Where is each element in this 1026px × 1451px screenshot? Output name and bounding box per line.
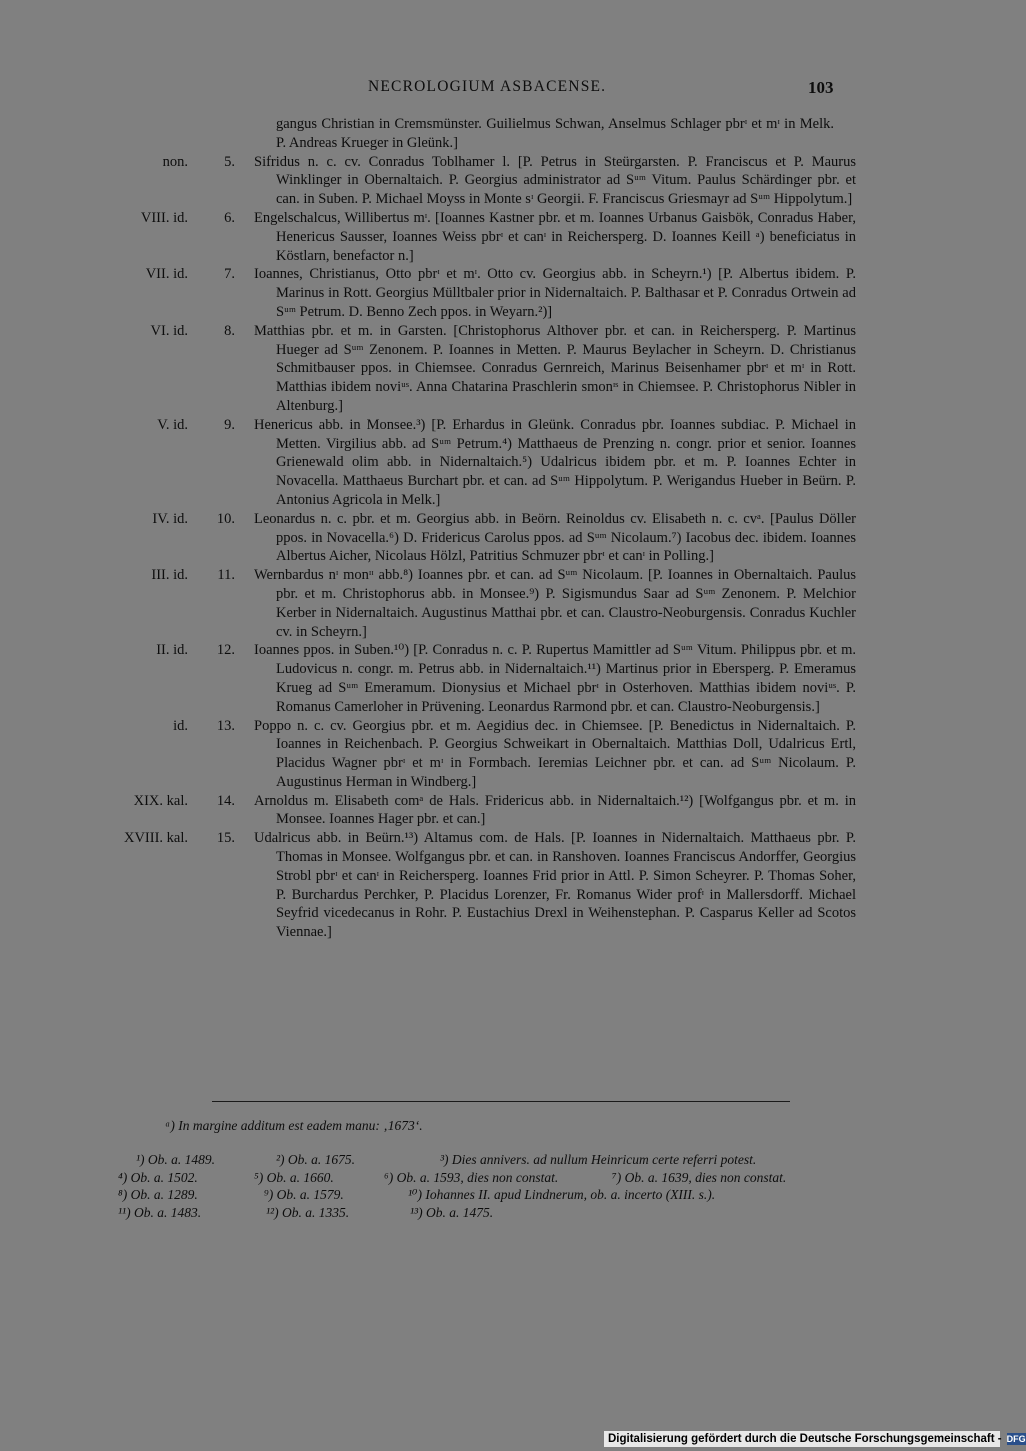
day-number: 12. xyxy=(216,642,235,659)
day-number: 14. xyxy=(216,792,235,809)
footnote: ¹) Ob. a. 1489. xyxy=(136,1152,216,1167)
footnote: ⁶) Ob. a. 1593, dies non constat. xyxy=(384,1169,559,1185)
entry-continuation xyxy=(0,115,1000,153)
footnote: ⁷) Ob. a. 1639, dies non constat. xyxy=(612,1169,787,1185)
entry-day-13 xyxy=(0,717,1000,792)
day-number: 13. xyxy=(216,717,235,734)
entry-day-9 xyxy=(0,416,1000,510)
entry-text: Matthias pbr. et m. in Garsten. [Christophorus Althover pbr. et can. in Reichersperg. P. Martinus Hueger ad Sᵘᵐ Zenonem. P. Ioannes in Metten. P. Maurus Beylacher in Scheyrn. D. Christianus Schmitbauser ppos. in Chiemsee. Conradus Gernreich, Marinus Beisenhamer pbrᶦ et mᶦ in Rott. Matthias ibidem noviᵘˢ. Anna Chatarina Praschlerin smonᶦˢ in Chiemsee. P. Christophorus Nibler in Altenburg.] xyxy=(254,322,856,414)
footnote-text: In margine additum est eadem manu: ‚1673‘. xyxy=(178,1118,423,1133)
footnote: ¹²) Ob. a. 1335. xyxy=(266,1204,350,1220)
dfg-logo-icon: DFG xyxy=(1006,1434,1026,1444)
entry-day-12 xyxy=(0,641,1000,716)
entry-day-15 xyxy=(0,829,1000,942)
entry-text: Poppo n. c. cv. Georgius pbr. et m. Aegidius dec. in Chiemsee. [P. Benedictus in Nidernaltaich. P. Ioannes in Reichenbach. P. Georgius Schweikart in Obernaltaich. Matthias Doll, Udalricus Ertl, Placidus Wagner pbrᶦ et mᶦ in Formbach. Ieremias Leichner pbr. et can. ad Sᵘᵐ Nicolaum. P. Augustinus Herman in Windberg.] xyxy=(254,717,856,790)
footnote-row xyxy=(118,1152,838,1170)
roman-date: VI. id. xyxy=(150,322,188,339)
necrology-entries xyxy=(0,115,1000,942)
page-header xyxy=(0,78,1000,102)
roman-date: VIII. id. xyxy=(140,209,188,226)
entry-text: gangus Christian in Cremsmünster. Guilielmus Schwan, Anselmus Schlager pbrᶦ et mᶦ in Melk. P. Andreas Krueger in Gleünk.] xyxy=(276,116,834,151)
entry-day-10 xyxy=(0,510,1000,566)
page-number: 103 xyxy=(808,78,834,97)
footnote: ¹⁰) Iohannes II. apud Lindnerum, ob. a. incerto (XIII. s.). xyxy=(408,1187,716,1203)
footnote-mark: ᵃ) xyxy=(165,1118,175,1133)
day-number: 6. xyxy=(224,209,235,226)
footnote: ¹³) Ob. a. 1475. xyxy=(410,1204,494,1220)
roman-date: XIX. kal. xyxy=(133,792,188,809)
roman-date: III. id. xyxy=(151,567,188,584)
roman-date: VII. id. xyxy=(145,266,188,283)
roman-date: II. id. xyxy=(156,642,188,659)
day-number: 11. xyxy=(217,567,235,584)
entry-day-8 xyxy=(0,322,1000,416)
entry-text: Leonardus n. c. pbr. et m. Georgius abb. in Beörn. Reinoldus cv. Elisabeth n. c. cvᵃ. [Paulus Döller ppos. in Novacella.⁶) D. Fridericus Carolus ppos. ad Sᵘᵐ Nicolaum.⁷) Iacobus dec. ibidem. Ioannes Albertus Aicher, Nicolaus Hölzl, Patritius Schmuzer pbrᶦ et canᶦ in Polling.] xyxy=(254,510,856,565)
entry-text: Henericus abb. in Monsee.³) [P. Erhardus in Gleünk. Conradus pbr. Ioannes subdiac. P. Michael in Metten. Virgilius abb. ad Sᵘᵐ Petrum.⁴) Matthaeus de Prenzing n. congr. prior et senior. Ioannes Grienewald olim abb. in Nidernaltaich.⁵) Udalricus ibidem pbr. et m. P. Ioannes Echter in Novacella. Matthaeus Burchart pbr. et can. ad Sᵘᵐ Hippolytum. P. Werigandus Hueber in Beürn. P. Antonius Agricola in Melk.] xyxy=(254,416,856,508)
entry-day-5 xyxy=(0,153,1000,209)
roman-date: V. id. xyxy=(157,416,188,433)
footnote-row xyxy=(118,1205,838,1223)
day-number: 8. xyxy=(224,322,235,339)
entry-text: Arnoldus m. Elisabeth comᵃ de Hals. Fridericus abb. in Nidernaltaich.¹²) [Wolfgangus pbr. et m. in Monsee. Ioannes Hager pbr. et can.] xyxy=(254,792,856,828)
footnote: ¹¹) Ob. a. 1483. xyxy=(118,1204,202,1220)
footer-text: Digitalisierung gefördert durch die Deutsche Forschungsgemeinschaft - xyxy=(608,1433,1002,1445)
entry-text: Engelschalcus, Willibertus mᶦ. [Ioannes Kastner pbr. et m. Ioannes Urbanus Gaisbök, Conradus Haber, Henericus Sausser, Ioannes Weiss pbrᶦ et canᶦ in Reichersperg. D. Ioannes Keill ᵃ) beneficiatus in Köstlarn, benefactor n.] xyxy=(254,209,856,264)
footnote: ³) Dies annivers. ad nullum Heinricum certe referri potest. xyxy=(440,1152,757,1167)
day-number: 9. xyxy=(224,416,235,433)
entry-text: Sifridus n. c. cv. Conradus Toblhamer l. [P. Petrus in Steürgarsten. P. Franciscus et P. Maurus Winklinger in Obernaltaich. P. Georgius administrator ad Sᵘᵐ Vitum. Paulus Schärdinger pbr. et can. in Suben. P. Michael Moyss in Monte sᶦ Georgii. F. Franciscus Griesmayr ad Sᵘᵐ Hippolytum.] xyxy=(254,153,856,208)
footnote: ²) Ob. a. 1675. xyxy=(276,1152,356,1167)
entry-text: Ioannes, Christianus, Otto pbrᶦ et mᶦ. Otto cv. Georgius abb. in Scheyrn.¹) [P. Albertus ibidem. P. Marinus in Rott. Georgius Mülltbaler prior in Nidernaltaich. P. Balthasar et P. Conradus Ortwein ad Sᵘᵐ Petrum. D. Benno Zech ppos. in Weyarn.²)] xyxy=(254,266,856,320)
entry-day-11 xyxy=(0,566,1000,641)
footnote: ⁴) Ob. a. 1502. xyxy=(118,1169,198,1185)
roman-date: non. xyxy=(162,153,188,170)
roman-date: XVIII. kal. xyxy=(123,830,188,847)
entry-text: Ioannes ppos. in Suben.¹⁰) [P. Conradus n. c. P. Rupertus Mamittler ad Sᵘᵐ Vitum. Philippus pbr. et m. Ludovicus n. congr. m. Petrus abb. in Nidernaltaich.¹¹) Martinus prior in Ebersperg. P. Emeramus Krueg ad Sᵘᵐ Emeramum. Dionysius et Michael pbrᶦ in Osterhoven. Matthias ibidem noviᵘˢ. P. Romanus Camerloher in Prüvening. Leonardus Rarmond pbr. et can. Claustro-Neoburgensis.] xyxy=(254,642,856,715)
dfg-footer-banner xyxy=(604,1431,1026,1447)
roman-date: IV. id. xyxy=(152,510,188,527)
footnote-row xyxy=(118,1187,838,1205)
footnotes xyxy=(118,1152,838,1222)
footnote-row xyxy=(118,1170,838,1188)
footnote: ⁹) Ob. a. 1579. xyxy=(264,1187,344,1203)
entry-text: Udalricus abb. in Beürn.¹³) Altamus com. de Hals. [P. Ioannes in Nidernaltaich. Matthaeus pbr. P. Thomas in Monsee. Wolfgangus pbr. et can. in Ranshoven. Ioannes Franciscus Andorffer, Georgius Strobl pbrᶦ et canᶦ in Reichersperg. Ioannes Frid prior in Attl. P. Simon Scheyrer. P. Thomas Soher, P. Burchardus Perchker, P. Placidus Lorenzer, Fr. Romanus Wider profᶦ in Mallersdorff. Michael Seyfrid vicedecanus in Rohr. P. Eustachius Drexl in Weihenstephan. P. Casparus Keller ad Scotos Viennae.] xyxy=(254,830,856,941)
day-number: 7. xyxy=(224,266,235,283)
entry-day-6 xyxy=(0,209,1000,265)
footnote: ⁵) Ob. a. 1660. xyxy=(254,1169,334,1185)
footnote-divider xyxy=(212,1101,790,1102)
entry-day-7 xyxy=(0,265,1000,321)
day-number: 10. xyxy=(216,510,235,527)
footnote-a xyxy=(165,1118,423,1134)
entry-day-14 xyxy=(0,792,1000,830)
day-number: 5. xyxy=(224,153,235,170)
roman-date: id. xyxy=(173,717,188,734)
day-number: 15. xyxy=(216,830,235,847)
running-title: NECROLOGIUM ASBACENSE. xyxy=(368,78,607,95)
entry-text: Wernbardus nᶦ monᶦᶦ abb.⁸) Ioannes pbr. et can. ad Sᵘᵐ Nicolaum. [P. Ioannes in Obernaltaich. Paulus pbr. et m. Christophorus abb. in Monsee.⁹) P. Sigismundus Saar ad Sᵘᵐ Zenonem. P. Melchior Kerber in Nidernaltaich. Augustinus Matthai pbr. et can. Claustro-Neoburgensis. Conradus Kuchler cv. in Scheyrn.] xyxy=(254,567,856,640)
footnote: ⁸) Ob. a. 1289. xyxy=(118,1187,198,1203)
